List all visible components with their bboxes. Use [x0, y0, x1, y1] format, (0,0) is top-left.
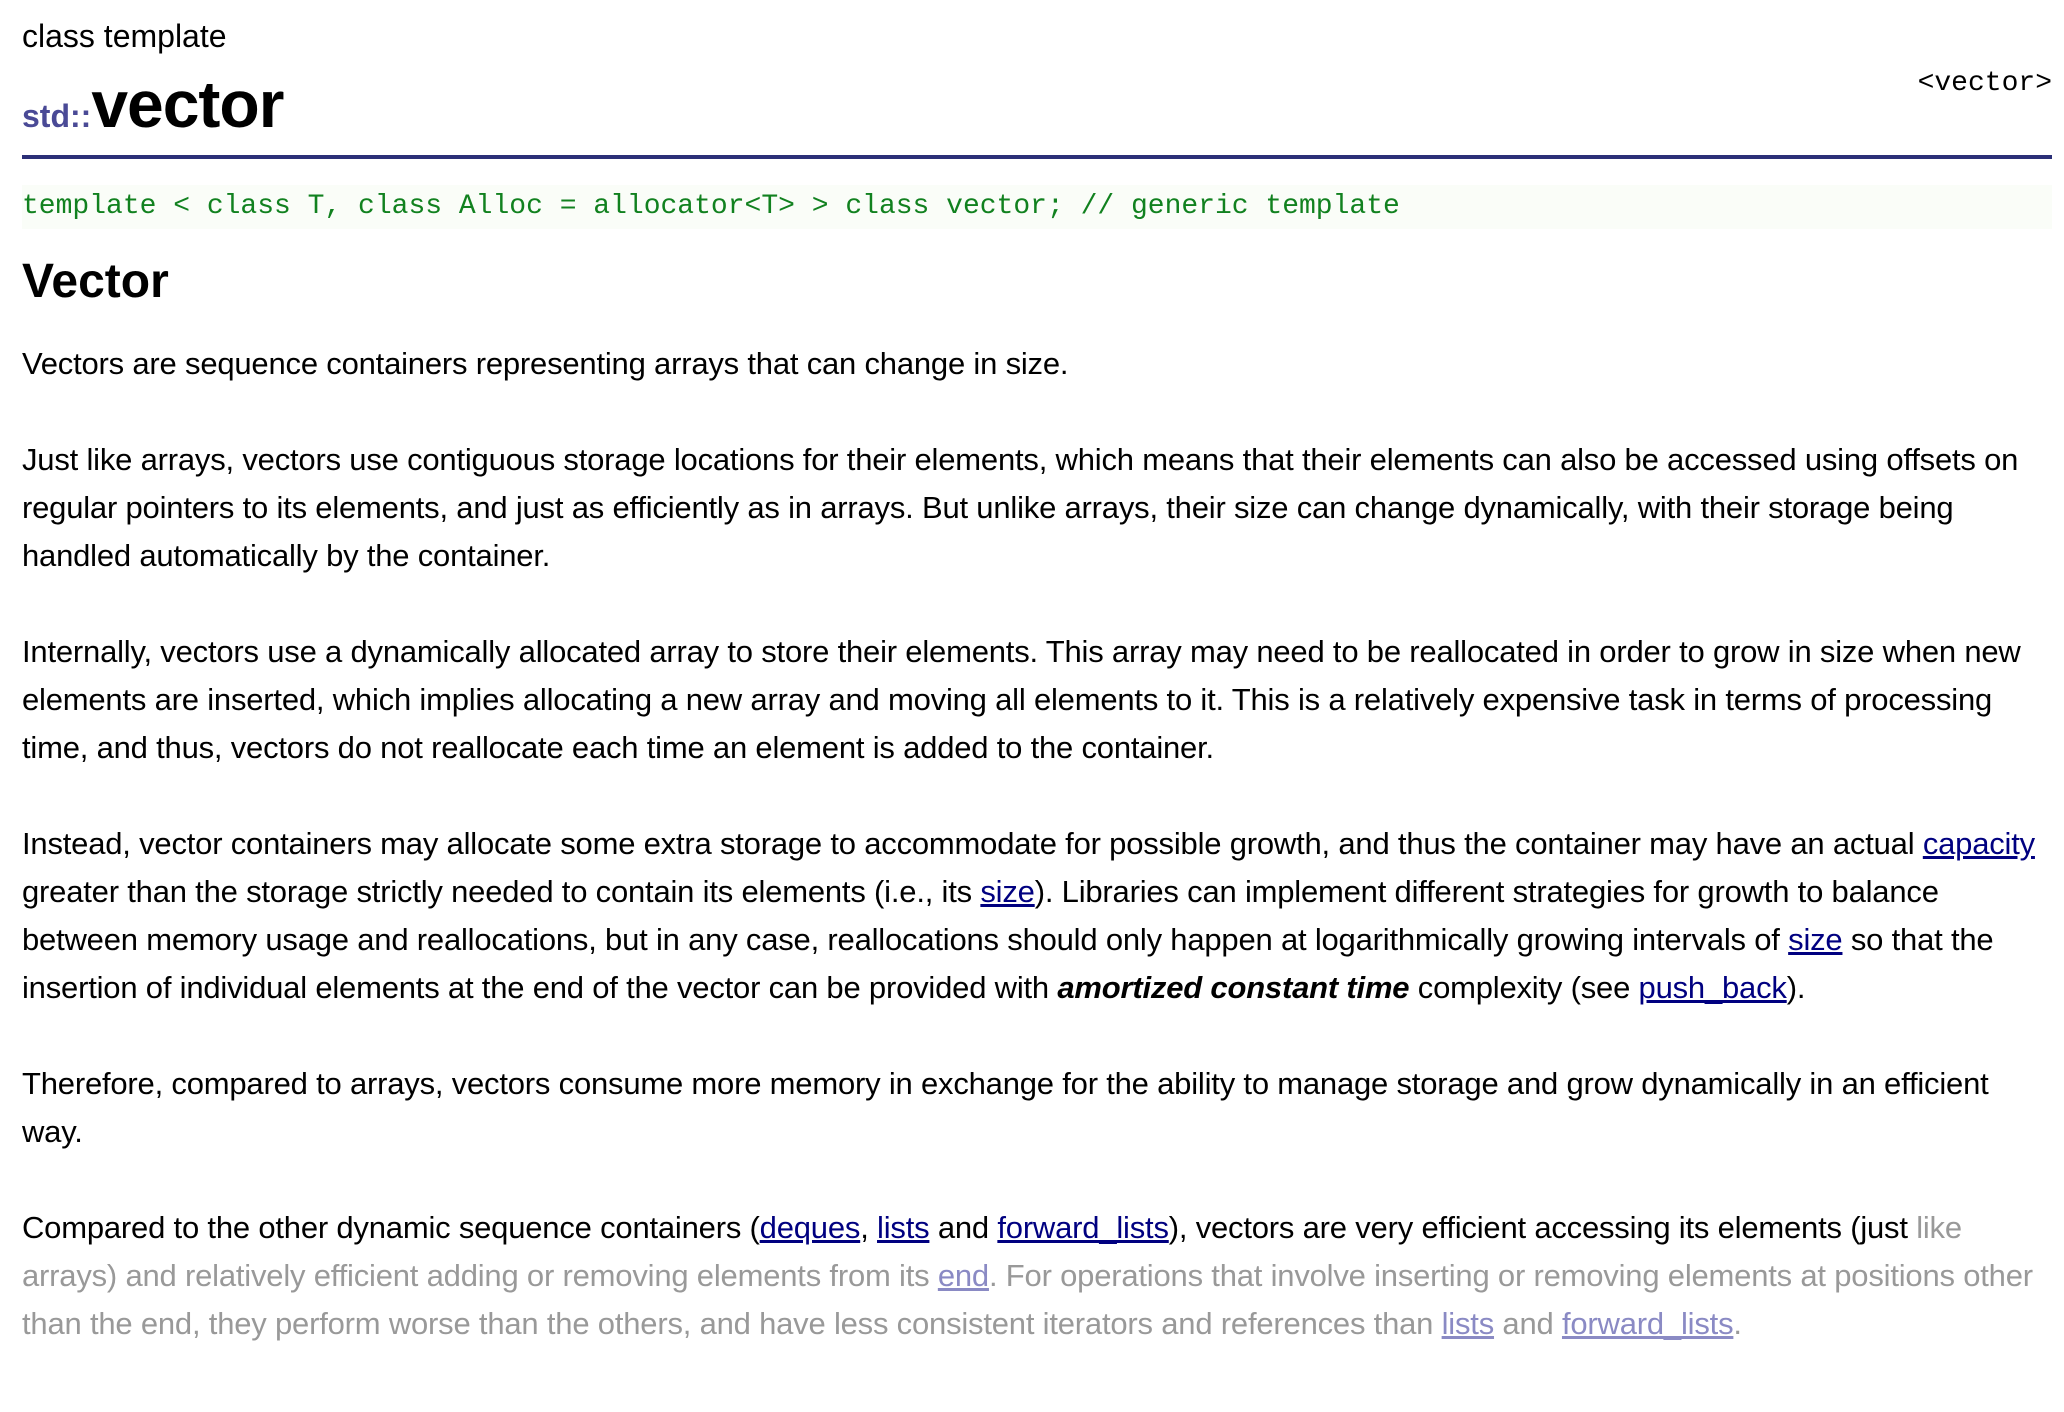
- paragraph-6-text: .: [1733, 1306, 1742, 1341]
- size-link[interactable]: size: [1788, 922, 1843, 957]
- deques-link[interactable]: deques: [759, 1210, 861, 1245]
- paragraph-6-text: . For operations that involve inserting or removing elements at positions other than the end, they perform worse than the others, and have less consistent iterators and references than: [22, 1258, 2033, 1341]
- class-name: vector: [91, 67, 284, 141]
- paragraph-6: [22, 1204, 2052, 1348]
- header-file-label: <vector>: [1917, 68, 2052, 99]
- lists-link[interactable]: lists: [877, 1210, 930, 1245]
- paragraph-4-text: ).: [1786, 970, 1806, 1005]
- paragraph-6-text: ), vectors are very efficient accessing its elements (just: [1168, 1210, 1917, 1245]
- namespace-prefix: std::: [22, 98, 92, 134]
- paragraph-3: Internally, vectors use a dynamically allocated array to store their elements. This array may need to be reallocated in order to grow in size when new elements are inserted, which implies allocating a new array and moving all elements to it. This is a relatively expensive task in terms of processing time, and thus, vectors do not reallocate each time an element is added to the container.: [22, 634, 2021, 765]
- paragraph-2: Just like arrays, vectors use contiguous storage locations for their elements, which means that their elements can also be accessed using offsets on regular pointers to its elements, and just as efficiently as in arrays. But unlike arrays, their size can change dynamically, with their storage being handled automatically by the container.: [22, 442, 2019, 573]
- forward-lists-link[interactable]: forward_lists: [997, 1210, 1169, 1245]
- paragraph-4-text: ). Libraries can implement different strategies for growth to balance between memory usage and reallocations, but in any case, reallocations should only happen at logarithmically growing intervals of: [22, 874, 1939, 957]
- paragraph-6-text: and: [929, 1210, 998, 1245]
- paragraph-6-text: like arrays) and relatively efficient adding or removing elements from its: [22, 1210, 1962, 1293]
- capacity-link[interactable]: capacity: [1922, 826, 2035, 861]
- paragraph-4: [22, 820, 2052, 1012]
- paragraph-4-text: complexity (see: [1409, 970, 1639, 1005]
- push-back-link[interactable]: push_back: [1638, 970, 1787, 1005]
- paragraph-1: Vectors are sequence containers representing arrays that can change in size.: [22, 346, 1069, 381]
- page-title: [22, 66, 283, 146]
- forward-lists-link[interactable]: forward_lists: [1561, 1306, 1734, 1341]
- class-type-label: class template: [22, 18, 227, 54]
- emphasis-text: amortized constant time: [1057, 970, 1410, 1005]
- section-title: Vector: [22, 255, 169, 308]
- lists-link[interactable]: lists: [1441, 1306, 1495, 1341]
- paragraph-6-text: ,: [860, 1210, 878, 1245]
- paragraph-6-text: Compared to the other dynamic sequence containers (: [22, 1210, 760, 1245]
- paragraph-4-text: Instead, vector containers may allocate some extra storage to accommodate for possible growth, and thus the container may have an actual: [22, 826, 1923, 861]
- size-link[interactable]: size: [980, 874, 1035, 909]
- title-divider: [22, 155, 2052, 159]
- template-declaration: template < class T, class Alloc = allocator<T> > class vector; // generic template: [22, 185, 2052, 229]
- paragraph-4-text: greater than the storage strictly needed to contain its elements (i.e., its: [22, 874, 981, 909]
- description-body: [22, 340, 2052, 1396]
- paragraph-6-text: and: [1494, 1306, 1562, 1341]
- paragraph-4-text: so that the insertion of individual elements at the end of the vector can be provided with: [22, 922, 1994, 1005]
- end-link[interactable]: end: [937, 1258, 989, 1293]
- paragraph-5: Therefore, compared to arrays, vectors consume more memory in exchange for the ability to manage storage and grow dynamically in an efficient way.: [22, 1066, 1989, 1149]
